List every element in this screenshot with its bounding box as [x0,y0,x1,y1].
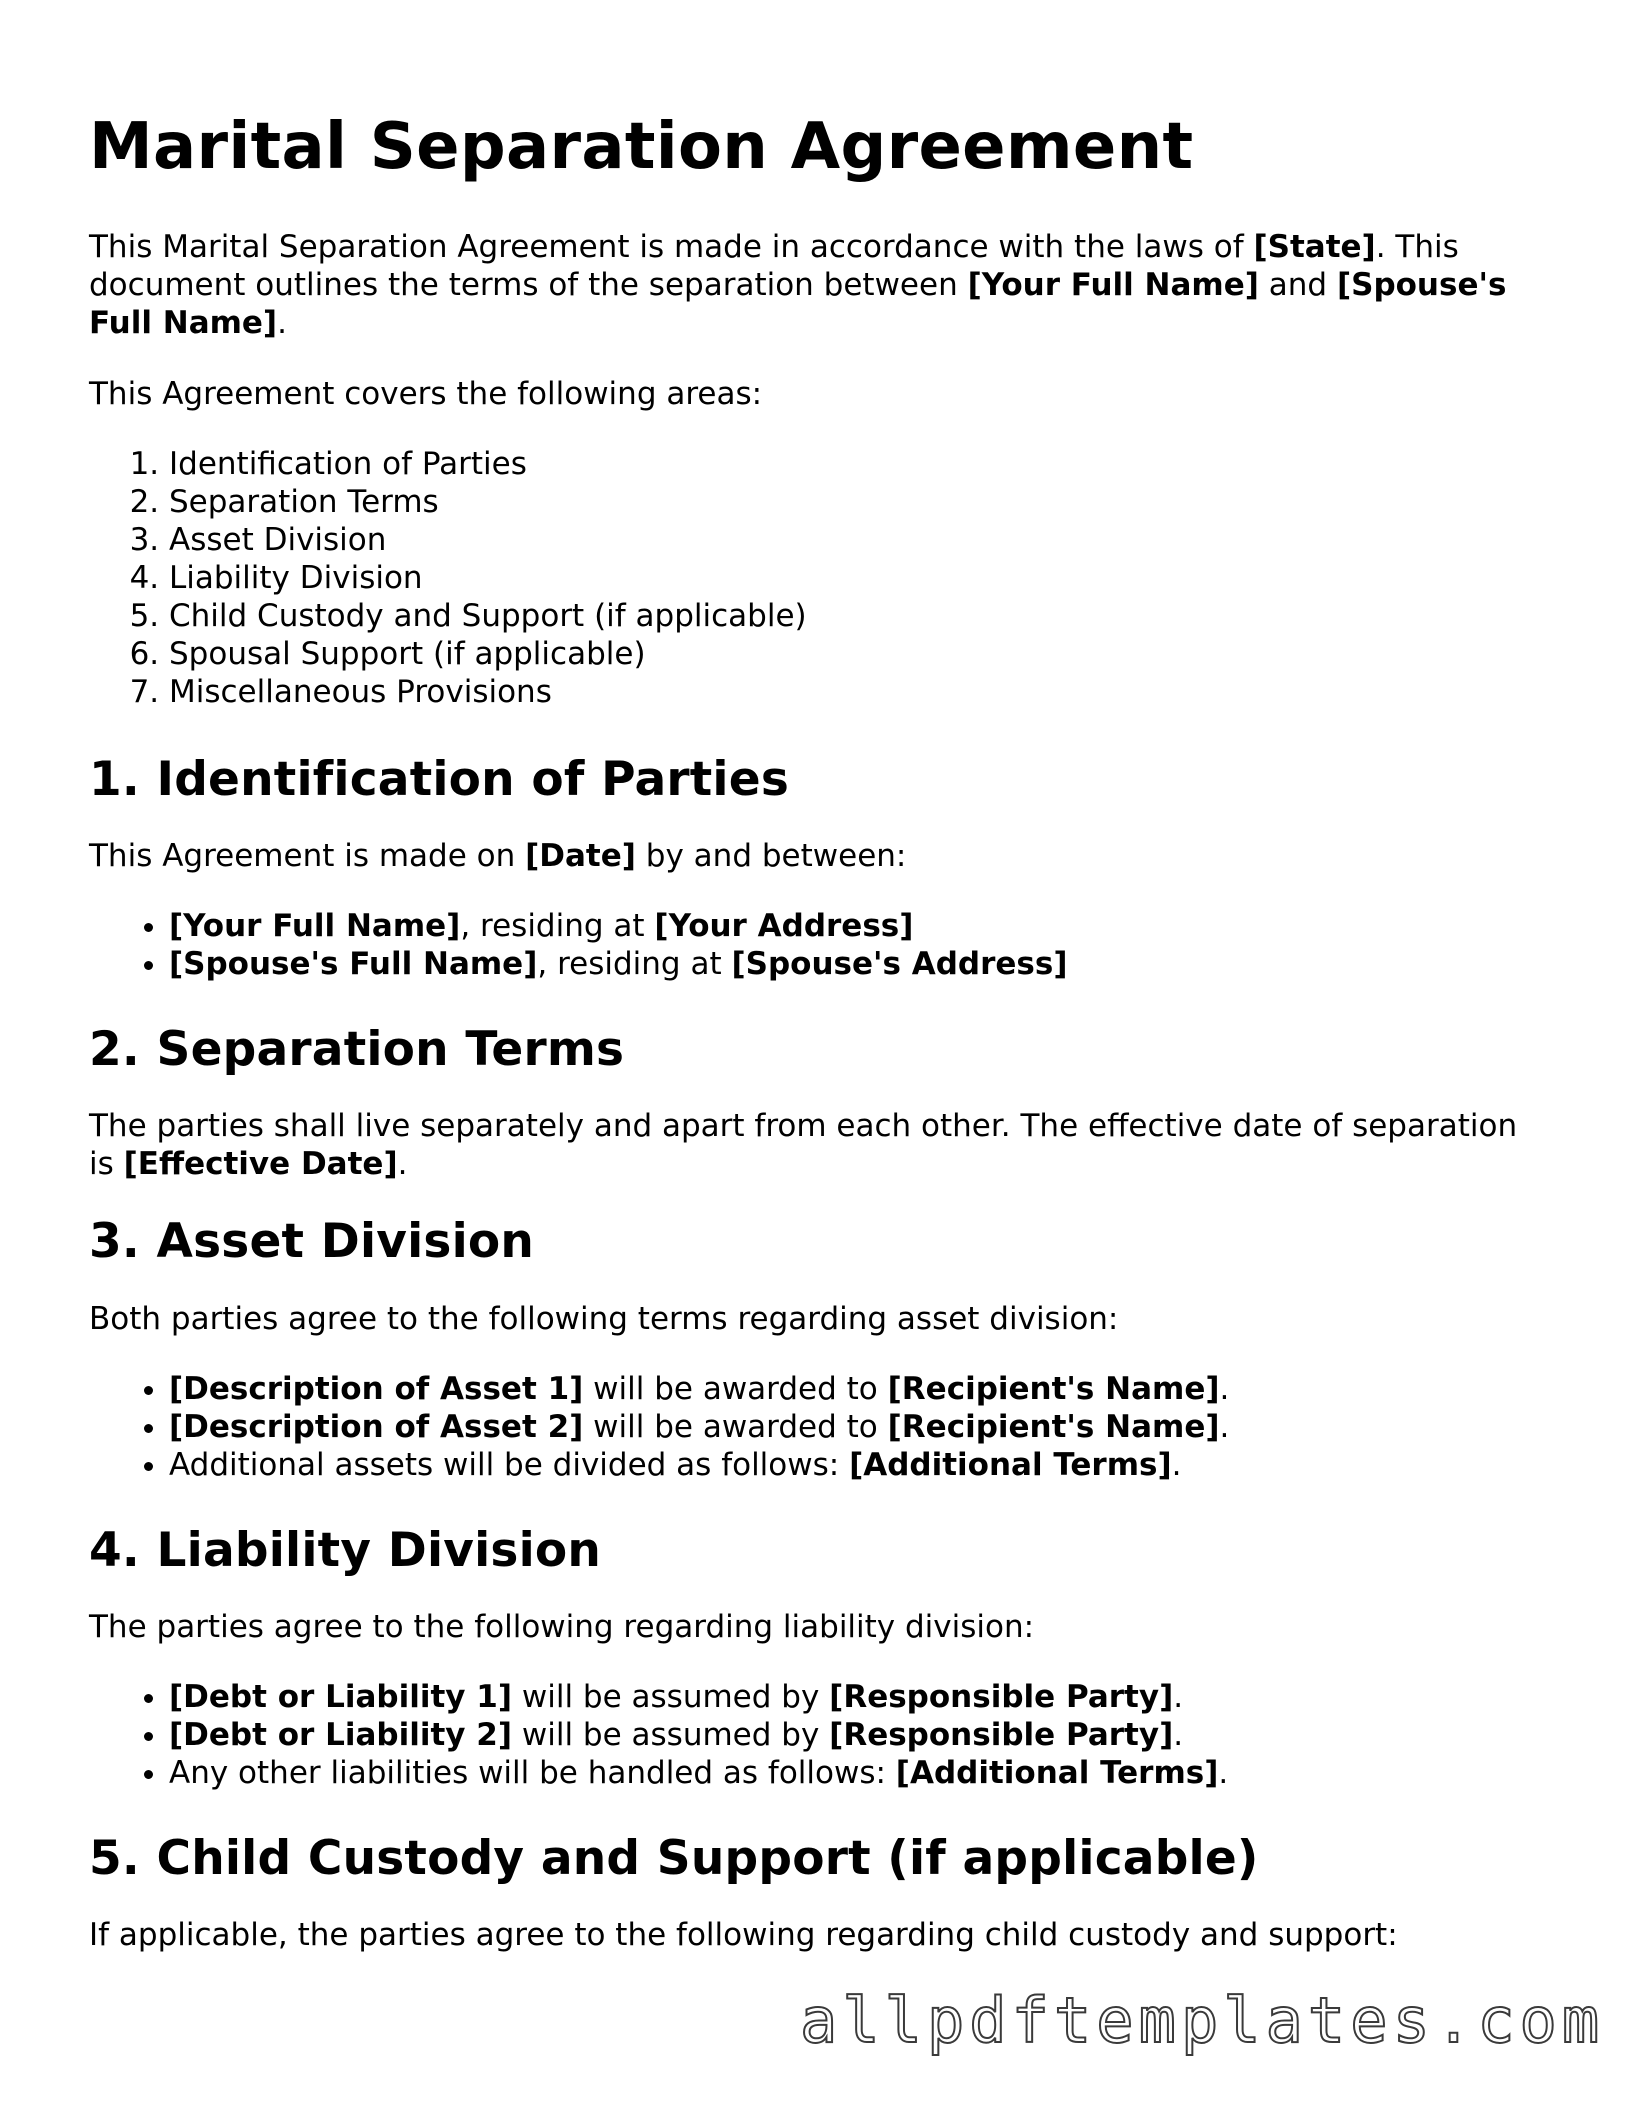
asset-recipient: [Recipient's Name] [887,1370,1220,1407]
asset-item-additional [169,1446,1529,1484]
party-item [169,945,1529,983]
section4-intro: The parties agree to the following regarding liability division: [89,1608,1035,1645]
asset-additional-text: Additional assets will be divided as follows: [169,1446,850,1483]
asset-mid: will be awarded to [583,1370,888,1407]
section5-heading: 5. Child Custody and Support (if applicable) [89,1830,1259,1886]
liability-description: [Debt or Liability 2] [169,1716,513,1753]
liability-party: [Responsible Party] [829,1678,1174,1715]
intro-text-2: . This document outlines the terms of the separation between [89,229,1459,304]
section3-intro: Both parties agree to the following terms regarding asset division: [89,1300,1119,1337]
your-name-placeholder: [Your Full Name] [967,267,1259,304]
asset-mid: will be awarded to [583,1408,888,1445]
section1-text-1: This Agreement is made on [89,838,526,875]
covers-text: This Agreement covers the following areas: [89,376,763,413]
liability-end: . [1173,1678,1184,1715]
section1-heading: 1. Identification of Parties [89,752,789,808]
asset-list [89,1370,1529,1484]
asset-end: . [1219,1370,1230,1407]
intro-text-4: . [277,305,287,342]
liability-item [169,1678,1529,1716]
section2-paragraph [89,1107,1529,1183]
intro-text-3: and [1258,267,1337,304]
liability-additional-terms: [Additional Terms] [895,1754,1219,1791]
section2-heading: 2. Separation Terms [89,1022,625,1078]
toc-item: 4. Liability Division [169,559,1529,597]
toc-item: 7. Miscellaneous Provisions [169,673,1529,711]
asset-recipient: [Recipient's Name] [887,1408,1220,1445]
state-placeholder: [State] [1253,229,1376,266]
asset-item [169,1370,1529,1408]
party-address: [Spouse's Address] [731,946,1068,983]
watermark: allpdftemplates.com [800,1984,1605,2057]
liability-party: [Responsible Party] [829,1716,1174,1753]
spouse-name-placeholder: [Spouse's Full Name] [89,267,1507,342]
intro-paragraph [89,228,1529,342]
party-name: [Spouse's Full Name] [169,946,538,983]
liability-end: . [1173,1716,1184,1753]
liability-item-additional [169,1754,1529,1792]
intro-text-1: This Marital Separation Agreement is made in accordance with the laws of [89,229,1254,266]
section3-heading: 3. Asset Division [89,1214,535,1270]
date-placeholder: [Date] [525,838,636,875]
section1-text-2: by and between: [635,838,907,875]
asset-item [169,1408,1529,1446]
toc-item: 1. Identification of Parties [169,445,1529,483]
section5-intro: If applicable, the parties agree to the following regarding child custody and support: [89,1916,1398,1953]
party-address: [Your Address] [654,908,914,945]
liability-additional-end: . [1218,1754,1229,1791]
liability-description: [Debt or Liability 1] [169,1678,513,1715]
document-page [89,112,1529,1986]
party-mid: , residing at [460,908,655,945]
effective-date-placeholder: [Effective Date] [123,1146,398,1183]
asset-additional-terms: [Additional Terms] [849,1446,1172,1483]
asset-additional-end: . [1171,1446,1182,1483]
liability-item [169,1716,1529,1754]
party-mid: , residing at [537,946,732,983]
section1-paragraph [89,837,1529,875]
toc-item: 6. Spousal Support (if applicable) [169,635,1529,673]
toc-item: 5. Child Custody and Support (if applicable) [169,597,1529,635]
toc-list [89,445,1529,711]
toc-item: 3. Asset Division [169,521,1529,559]
liability-list [89,1678,1529,1792]
toc-item: 2. Separation Terms [169,483,1529,521]
parties-list [89,907,1529,983]
document-title: Marital Separation Agreement [89,110,1194,184]
section2-text-1: The parties shall live separately and apart from each other. The effective date of separation is [89,1108,1518,1183]
liability-mid: will be assumed by [512,1678,830,1715]
asset-description: [Description of Asset 2] [169,1408,584,1445]
section4-heading: 4. Liability Division [89,1522,602,1578]
party-item [169,907,1529,945]
asset-description: [Description of Asset 1] [169,1370,584,1407]
section2-text-2: . [397,1146,408,1183]
liability-additional-text: Any other liabilities will be handled as follows: [169,1754,896,1791]
asset-end: . [1219,1408,1230,1445]
liability-mid: will be assumed by [512,1716,830,1753]
party-name: [Your Full Name] [169,908,461,945]
